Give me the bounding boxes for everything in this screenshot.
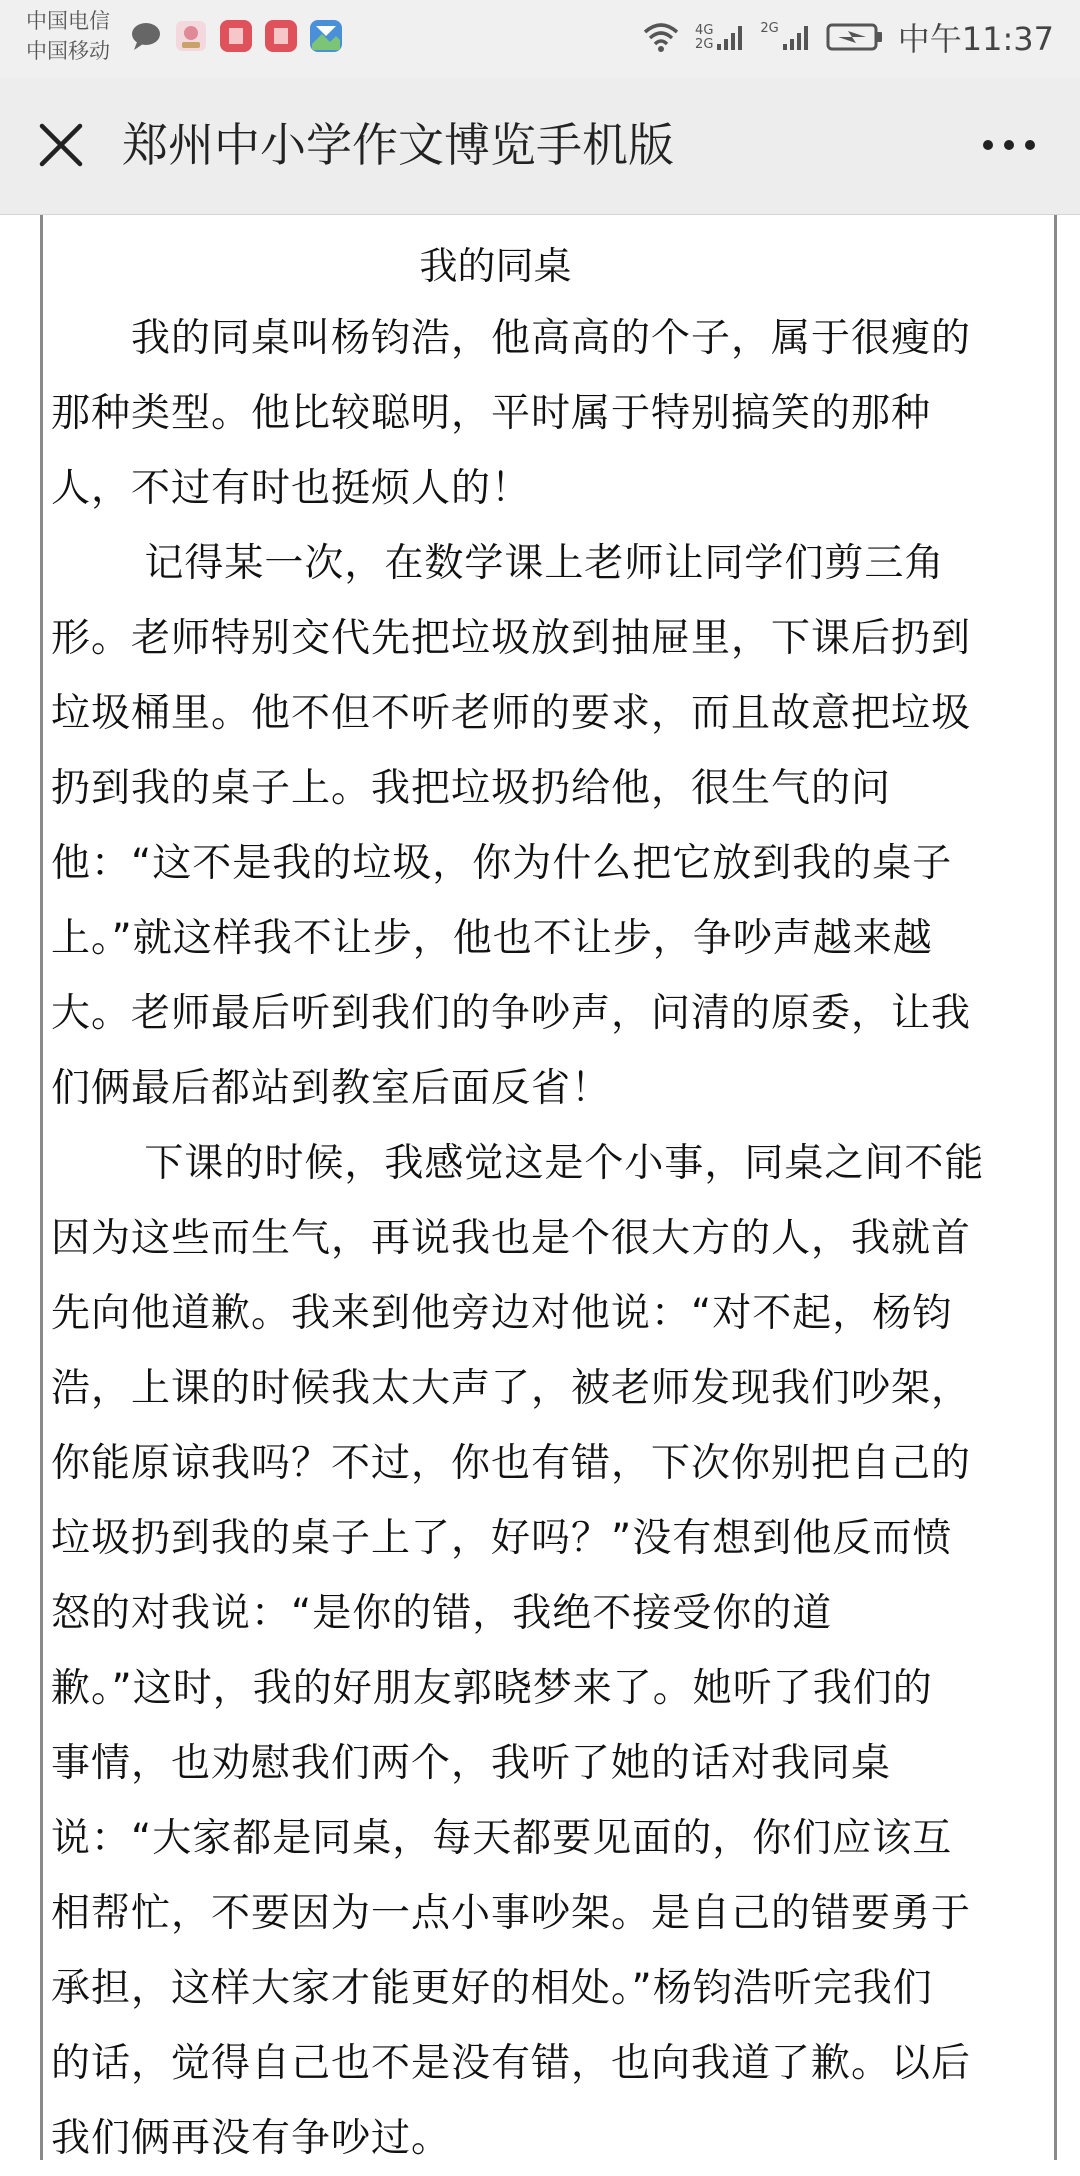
article-line: 我们俩再没有争吵过。 <box>51 2116 452 2161</box>
clock: 中午11:37 <box>897 20 1054 58</box>
network-label-1: 4G <box>695 23 714 38</box>
battery-charging-icon <box>826 22 884 52</box>
red-app-icon <box>263 18 299 54</box>
close-icon <box>38 122 84 168</box>
article-line: 大。老师最后听到我们的争吵声，问清的原委，让我 <box>51 991 972 1036</box>
article-line: 我的同桌叫杨钧浩，他高高的个子，属于很瘦的 <box>51 316 972 361</box>
article-line: 因为这些而生气，再说我也是个很大方的人，我就首 <box>51 1216 972 1261</box>
status-bar <box>0 0 1080 78</box>
article-line: 人，不过有时也挺烦人的！ <box>51 466 532 511</box>
more-button[interactable] <box>974 114 1044 176</box>
signal-2 <box>760 22 811 52</box>
article-line: 歉。”这时，我的好朋友郭晓梦来了。她听了我们的 <box>51 1666 933 1711</box>
navigation-bar <box>0 78 1080 215</box>
gallery-icon <box>308 18 344 54</box>
article-line: 说：“大家都是同桌，每天都要见面的，你们应该互 <box>51 1816 953 1861</box>
article-line: 他：“这不是我的垃圾，你为什么把它放到我的桌子 <box>51 841 953 886</box>
signal-bars-icon <box>782 22 812 52</box>
status-right <box>641 14 1054 60</box>
album-icon <box>173 18 209 54</box>
article-line: 事情，也劝慰我们两个，我听了她的话对我同桌 <box>51 1741 892 1786</box>
article-line: 垃圾桶里。他不但不听老师的要求，而且故意把垃圾 <box>51 691 972 736</box>
notification-icons <box>128 18 344 54</box>
close-button[interactable] <box>30 114 92 176</box>
article-line: 浩，上课的时候我太大声了，被老师发现我们吵架， <box>51 1366 972 1411</box>
article-line: 先向他道歉。我来到他旁边对他说：“对不起，杨钧 <box>51 1291 953 1336</box>
article-line: 的话，觉得自己也不是没有错，也向我道了歉。以后 <box>51 2041 972 2086</box>
wifi-icon <box>641 20 681 54</box>
article-line: 垃圾扔到我的桌子上了，好吗？”没有想到他反而愤 <box>51 1516 953 1561</box>
article-line: 扔到我的桌子上。我把垃圾扔给他，很生气的问 <box>51 766 892 811</box>
signal-1 <box>695 22 746 52</box>
article-line: 上。”就这样我不让步，他也不让步，争吵声越来越 <box>51 916 933 961</box>
article-line: 你能原谅我吗？不过，你也有错，下次你别把自己的 <box>51 1441 972 1486</box>
article-line: 们俩最后都站到教室后面反省！ <box>51 1066 612 1111</box>
network-label-3: 2G <box>760 21 779 36</box>
carrier-1: 中国电信 <box>26 9 110 33</box>
article-title: 我的同桌 <box>419 244 572 288</box>
more-icon <box>981 138 1037 152</box>
network-label-2: 2G <box>695 37 714 52</box>
article-line: 下课的时候，我感觉这是个小事，同桌之间不能 <box>51 1141 985 1186</box>
article-line: 怒的对我说：“是你的错，我绝不接受你的道 <box>51 1591 833 1636</box>
article-content[interactable] <box>40 215 1057 2160</box>
chat-icon <box>128 18 164 54</box>
article-line: 承担，这样大家才能更好的相处。”杨钧浩听完我们 <box>51 1966 933 2011</box>
article-line: 相帮忙，不要因为一点小事吵架。是自己的错要勇于 <box>51 1891 972 1936</box>
red-app-icon <box>218 18 254 54</box>
article-line: 那种类型。他比较聪明，平时属于特别搞笑的那种 <box>51 391 932 436</box>
page-title: 郑州中小学作文博览手机版 <box>122 118 674 172</box>
article-line: 记得某一次，在数学课上老师让同学们剪三角 <box>51 541 945 586</box>
carrier-2: 中国移动 <box>26 39 110 63</box>
signal-bars-icon <box>716 22 746 52</box>
carrier-info <box>26 6 110 66</box>
article-line: 形。老师特别交代先把垃圾放到抽屉里，下课后扔到 <box>51 616 972 661</box>
article-body <box>51 301 1063 2176</box>
